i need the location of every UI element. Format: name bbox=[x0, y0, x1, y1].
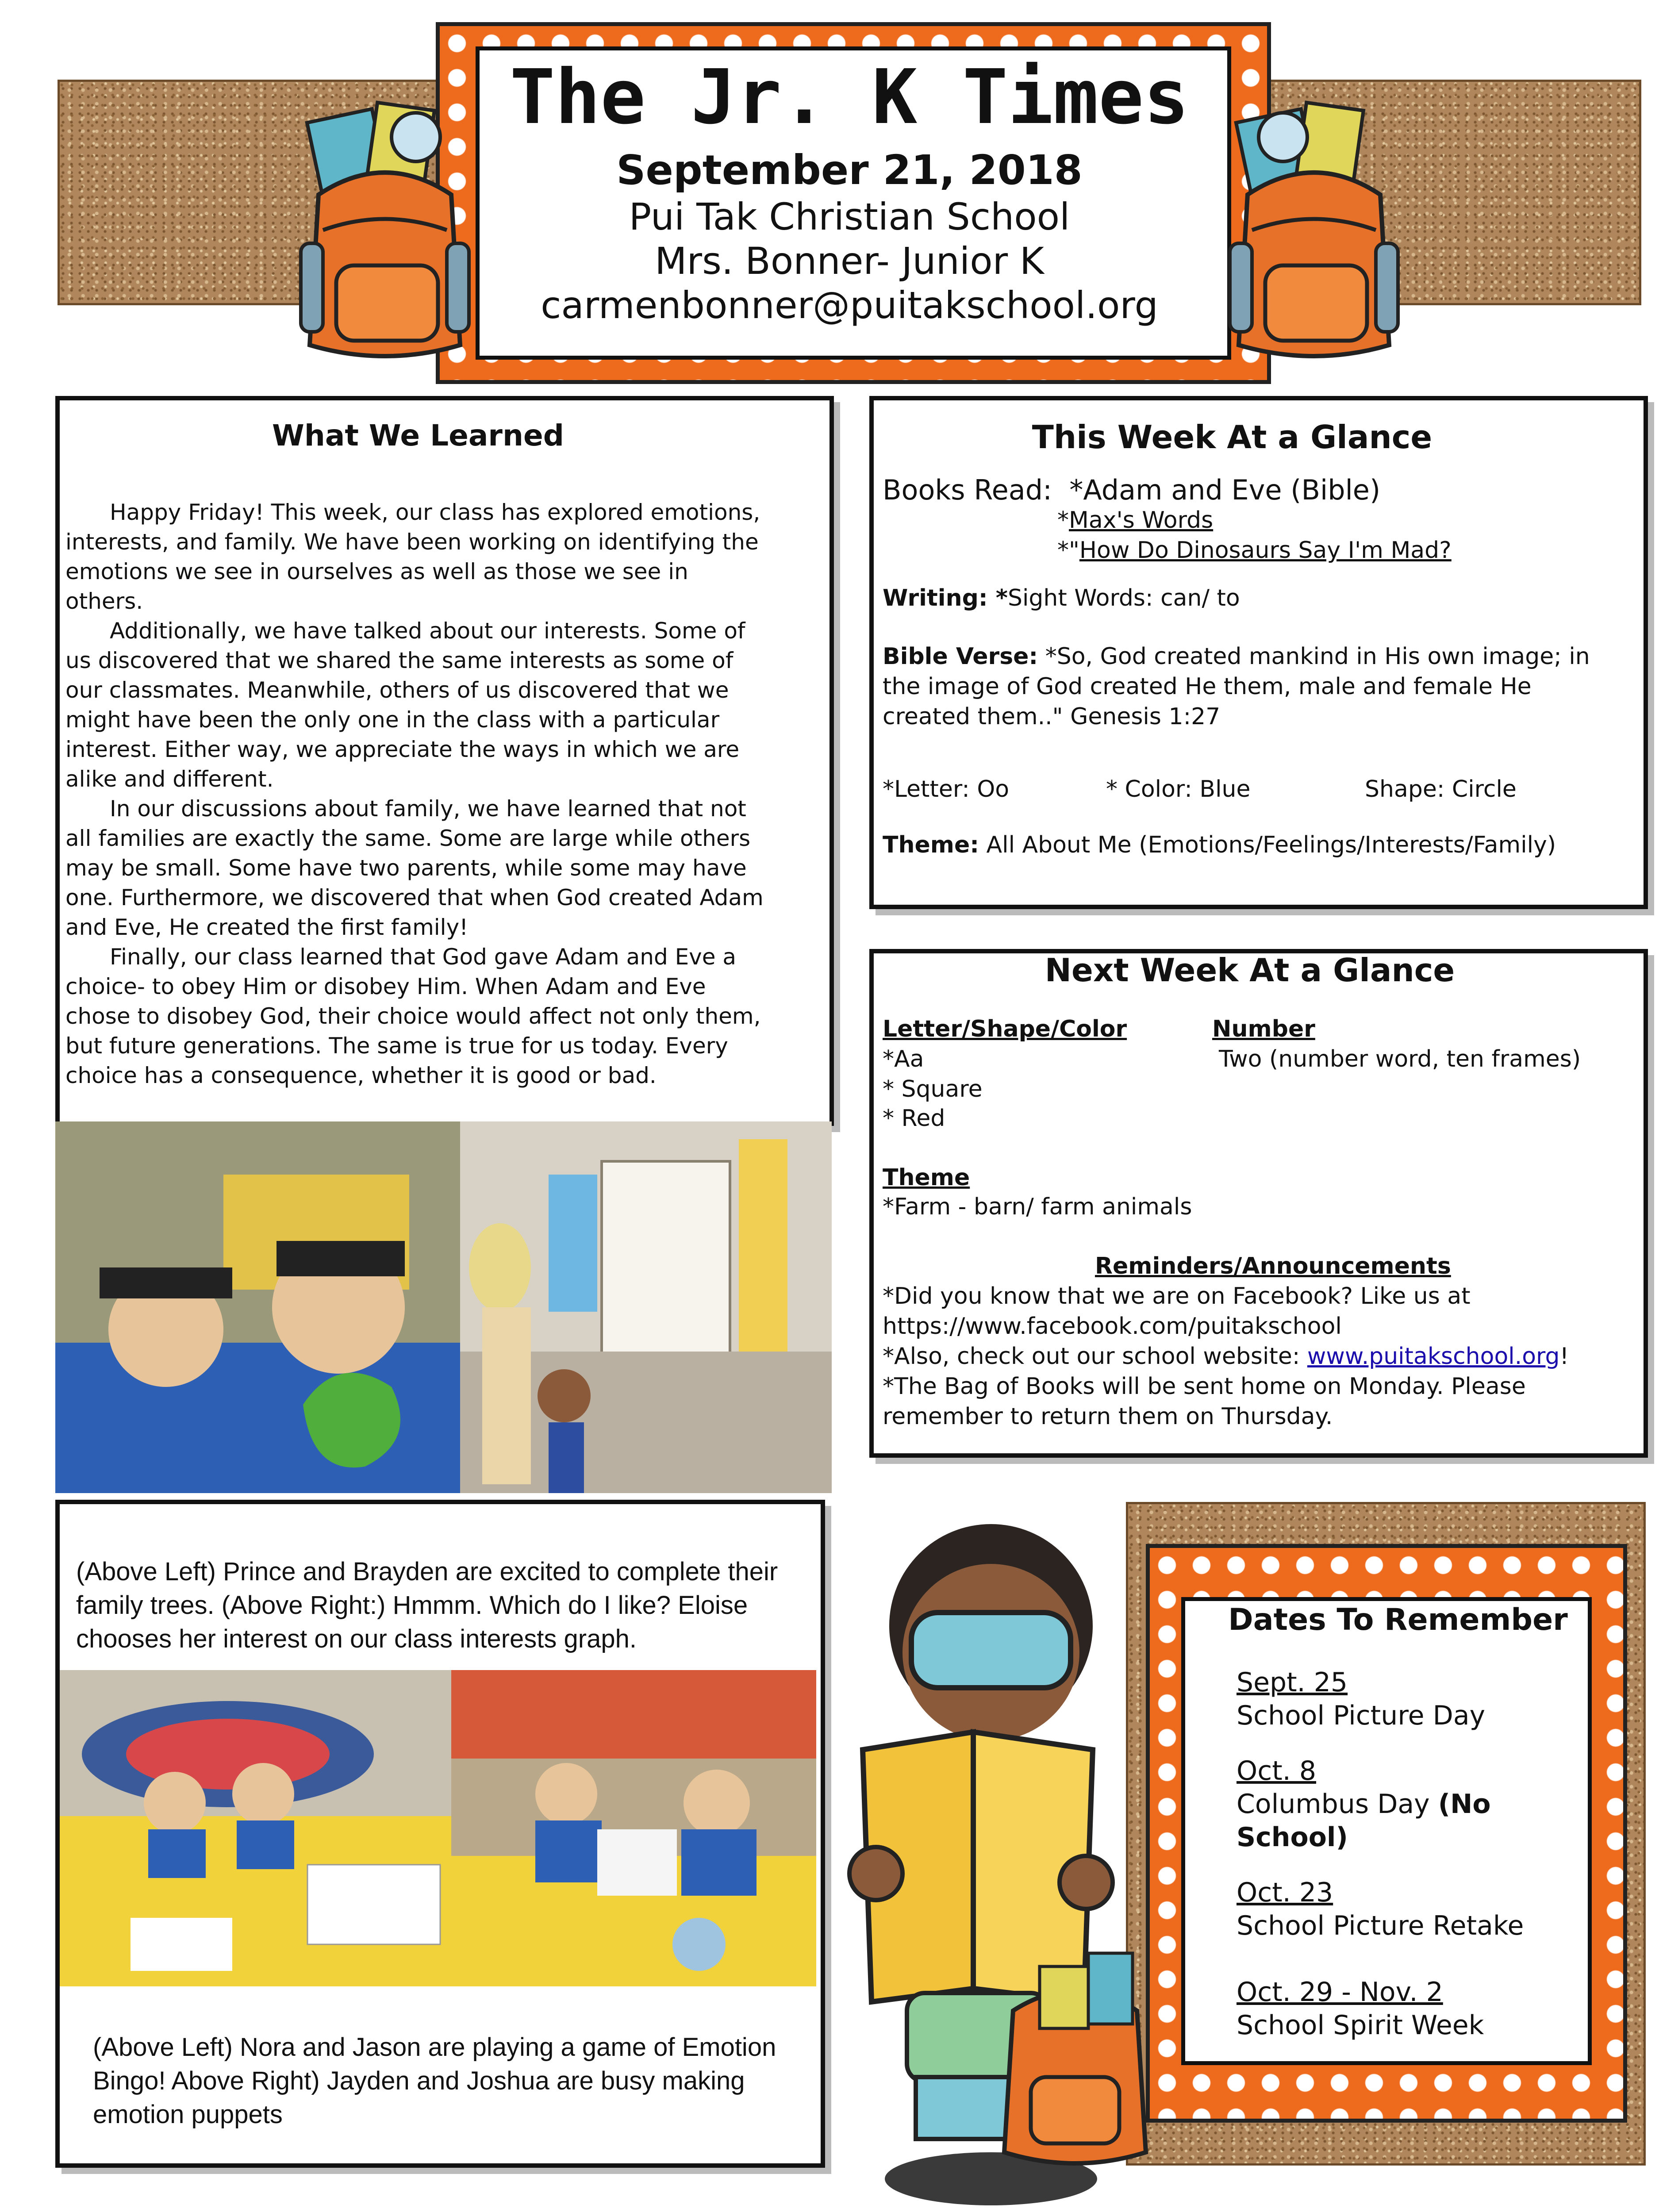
lsc-item: * Red bbox=[883, 1105, 945, 1132]
bible-verse bbox=[883, 641, 1599, 732]
event-1: School Picture Day bbox=[1237, 1700, 1486, 1731]
book-3-line bbox=[1057, 535, 1452, 565]
bullet-star: *" bbox=[1057, 537, 1079, 564]
facebook-link[interactable]: https://www.facebook.com/puitakschool bbox=[883, 1313, 1342, 1340]
reminders-label: Reminders/Announcements bbox=[1095, 1253, 1451, 1279]
book-2: Max's Words bbox=[1069, 507, 1214, 534]
learned-paragraph: Additionally, we have talked about our interests. Some of us discovered that we shared the same interests as some of our classmates. Meanwhile, others of us discovered that we might have been the only one in the class with a particular interest. Either way, we appreciate the ways in which we are alike and different. bbox=[65, 618, 745, 792]
what-we-learned-heading: What We Learned bbox=[272, 419, 564, 453]
date-2: Oct. 8 bbox=[1237, 1755, 1317, 1786]
event-3: School Picture Retake bbox=[1237, 1910, 1524, 1941]
learned-paragraph: Happy Friday! This week, our class has explored emotions, interests, and family. We have been working on identifying the emotions we see in ourselves as well as those we see in others. bbox=[65, 499, 760, 614]
photo-emotion-bingo bbox=[60, 1670, 451, 1986]
writing-line bbox=[883, 583, 1240, 613]
book-1: *Adam and Eve (Bible) bbox=[1069, 474, 1381, 506]
bullet-star: * bbox=[987, 585, 1008, 611]
caption-top: (Above Left) Prince and Brayden are excited to complete their family trees. (Above Right:) Hmmm. Which do I like? Eloise chooses her interest on our class interests graph. bbox=[76, 1557, 778, 1653]
theme-text: All About Me (Emotions/Feelings/Interests/Family) bbox=[979, 832, 1556, 858]
learned-paragraph: Finally, our class learned that God gave Adam and Eve a choice- to obey Him or disobey Him. When Adam and Eve chose to disobey God, their choice would affect not only them, but future generations. The same is true for us today. Every choice has a consequence, whether it is good or bad. bbox=[65, 944, 761, 1088]
date-4: Oct. 29 - Nov. 2 bbox=[1237, 1977, 1443, 2008]
event-2 bbox=[1237, 1787, 1491, 1821]
event-2-text: Columbus Day bbox=[1237, 1789, 1438, 1820]
reminder-facebook: *Did you know that we are on Facebook? Like us at bbox=[883, 1283, 1471, 1310]
learned-paragraph: In our discussions about family, we have learned that not all families are exactly the same. Some are large while others may be small. Some have two parents, while some may have one. Furthermore, we discovered that when God created Adam and Eve, He created the first family! bbox=[65, 796, 764, 940]
newsletter-title: The Jr. K Times bbox=[510, 54, 1189, 141]
next-theme-label: Theme bbox=[883, 1164, 970, 1191]
lsc-item: *Aa bbox=[883, 1046, 924, 1072]
girl-reading-icon bbox=[845, 1502, 1199, 2210]
date-3: Oct. 23 bbox=[1237, 1877, 1333, 1908]
books-read-line bbox=[883, 473, 1380, 507]
letter-of-week: *Letter: Oo bbox=[883, 776, 1010, 803]
books-read-label: Books Read: bbox=[883, 474, 1052, 506]
reminder-bag-of-books: *The Bag of Books will be sent home on Monday. Please bbox=[883, 1373, 1526, 1400]
photo-family-trees bbox=[55, 1121, 460, 1493]
number-text: Two (number word, ten frames) bbox=[1219, 1046, 1581, 1072]
reminder-bag-of-books-2: remember to return them on Thursday. bbox=[883, 1403, 1333, 1430]
caption-bottom: (Above Left) Nora and Jason are playing a game of Emotion Bingo! Above Right) Jayden and Joshua are busy making emotion puppets bbox=[93, 2033, 776, 2129]
reminder-website-text: *Also, check out our school website: bbox=[883, 1343, 1307, 1370]
next-theme-text: *Farm - barn/ farm animals bbox=[883, 1194, 1192, 1220]
theme-line bbox=[883, 830, 1556, 860]
backpack-icon bbox=[1212, 97, 1416, 372]
website-link[interactable]: www.puitakschool.org bbox=[1307, 1343, 1560, 1370]
dates-heading: Dates To Remember bbox=[1228, 1602, 1568, 1637]
color-of-week: * Color: Blue bbox=[1106, 776, 1251, 803]
this-week-heading: This Week At a Glance bbox=[1032, 419, 1432, 456]
writing-text: Sight Words: can/ to bbox=[1007, 585, 1240, 611]
newsletter-date: September 21, 2018 bbox=[616, 146, 1083, 194]
what-we-learned-text bbox=[65, 498, 769, 1091]
book-3: How Do Dinosaurs Say I'm Mad? bbox=[1079, 537, 1452, 564]
writing-label: Writing: bbox=[883, 585, 988, 611]
date-1: Sept. 25 bbox=[1237, 1667, 1348, 1698]
bible-verse-text: *So, God created mankind in His own image; in the image of God created He them, male and female He created them.." Genesis 1:27 bbox=[883, 643, 1590, 730]
backpack-icon bbox=[283, 97, 487, 372]
teacher-email[interactable]: carmenbonner@puitakschool.org bbox=[541, 284, 1158, 327]
school-name: Pui Tak Christian School bbox=[629, 195, 1070, 238]
photo-interests-graph bbox=[460, 1121, 832, 1493]
event-4: School Spirit Week bbox=[1237, 2010, 1484, 2041]
number-label: Number bbox=[1212, 1016, 1315, 1042]
book-2-line bbox=[1057, 505, 1213, 535]
shape-of-week: Shape: Circle bbox=[1365, 776, 1517, 803]
next-week-heading: Next Week At a Glance bbox=[1045, 952, 1455, 989]
lsc-item: * Square bbox=[883, 1076, 983, 1102]
reminder-website-end: ! bbox=[1559, 1343, 1569, 1370]
teacher-name: Mrs. Bonner- Junior K bbox=[655, 239, 1044, 283]
bible-verse-label: Bible Verse: bbox=[883, 643, 1038, 670]
photo-emotion-puppets bbox=[451, 1670, 816, 1986]
theme-label: Theme: bbox=[883, 832, 979, 858]
event-2-note-2: School) bbox=[1237, 1822, 1348, 1853]
lsc-label: Letter/Shape/Color bbox=[883, 1016, 1127, 1042]
event-2-note: (No bbox=[1438, 1789, 1491, 1820]
bullet-star: * bbox=[1057, 507, 1069, 534]
reminder-website bbox=[883, 1341, 1569, 1371]
